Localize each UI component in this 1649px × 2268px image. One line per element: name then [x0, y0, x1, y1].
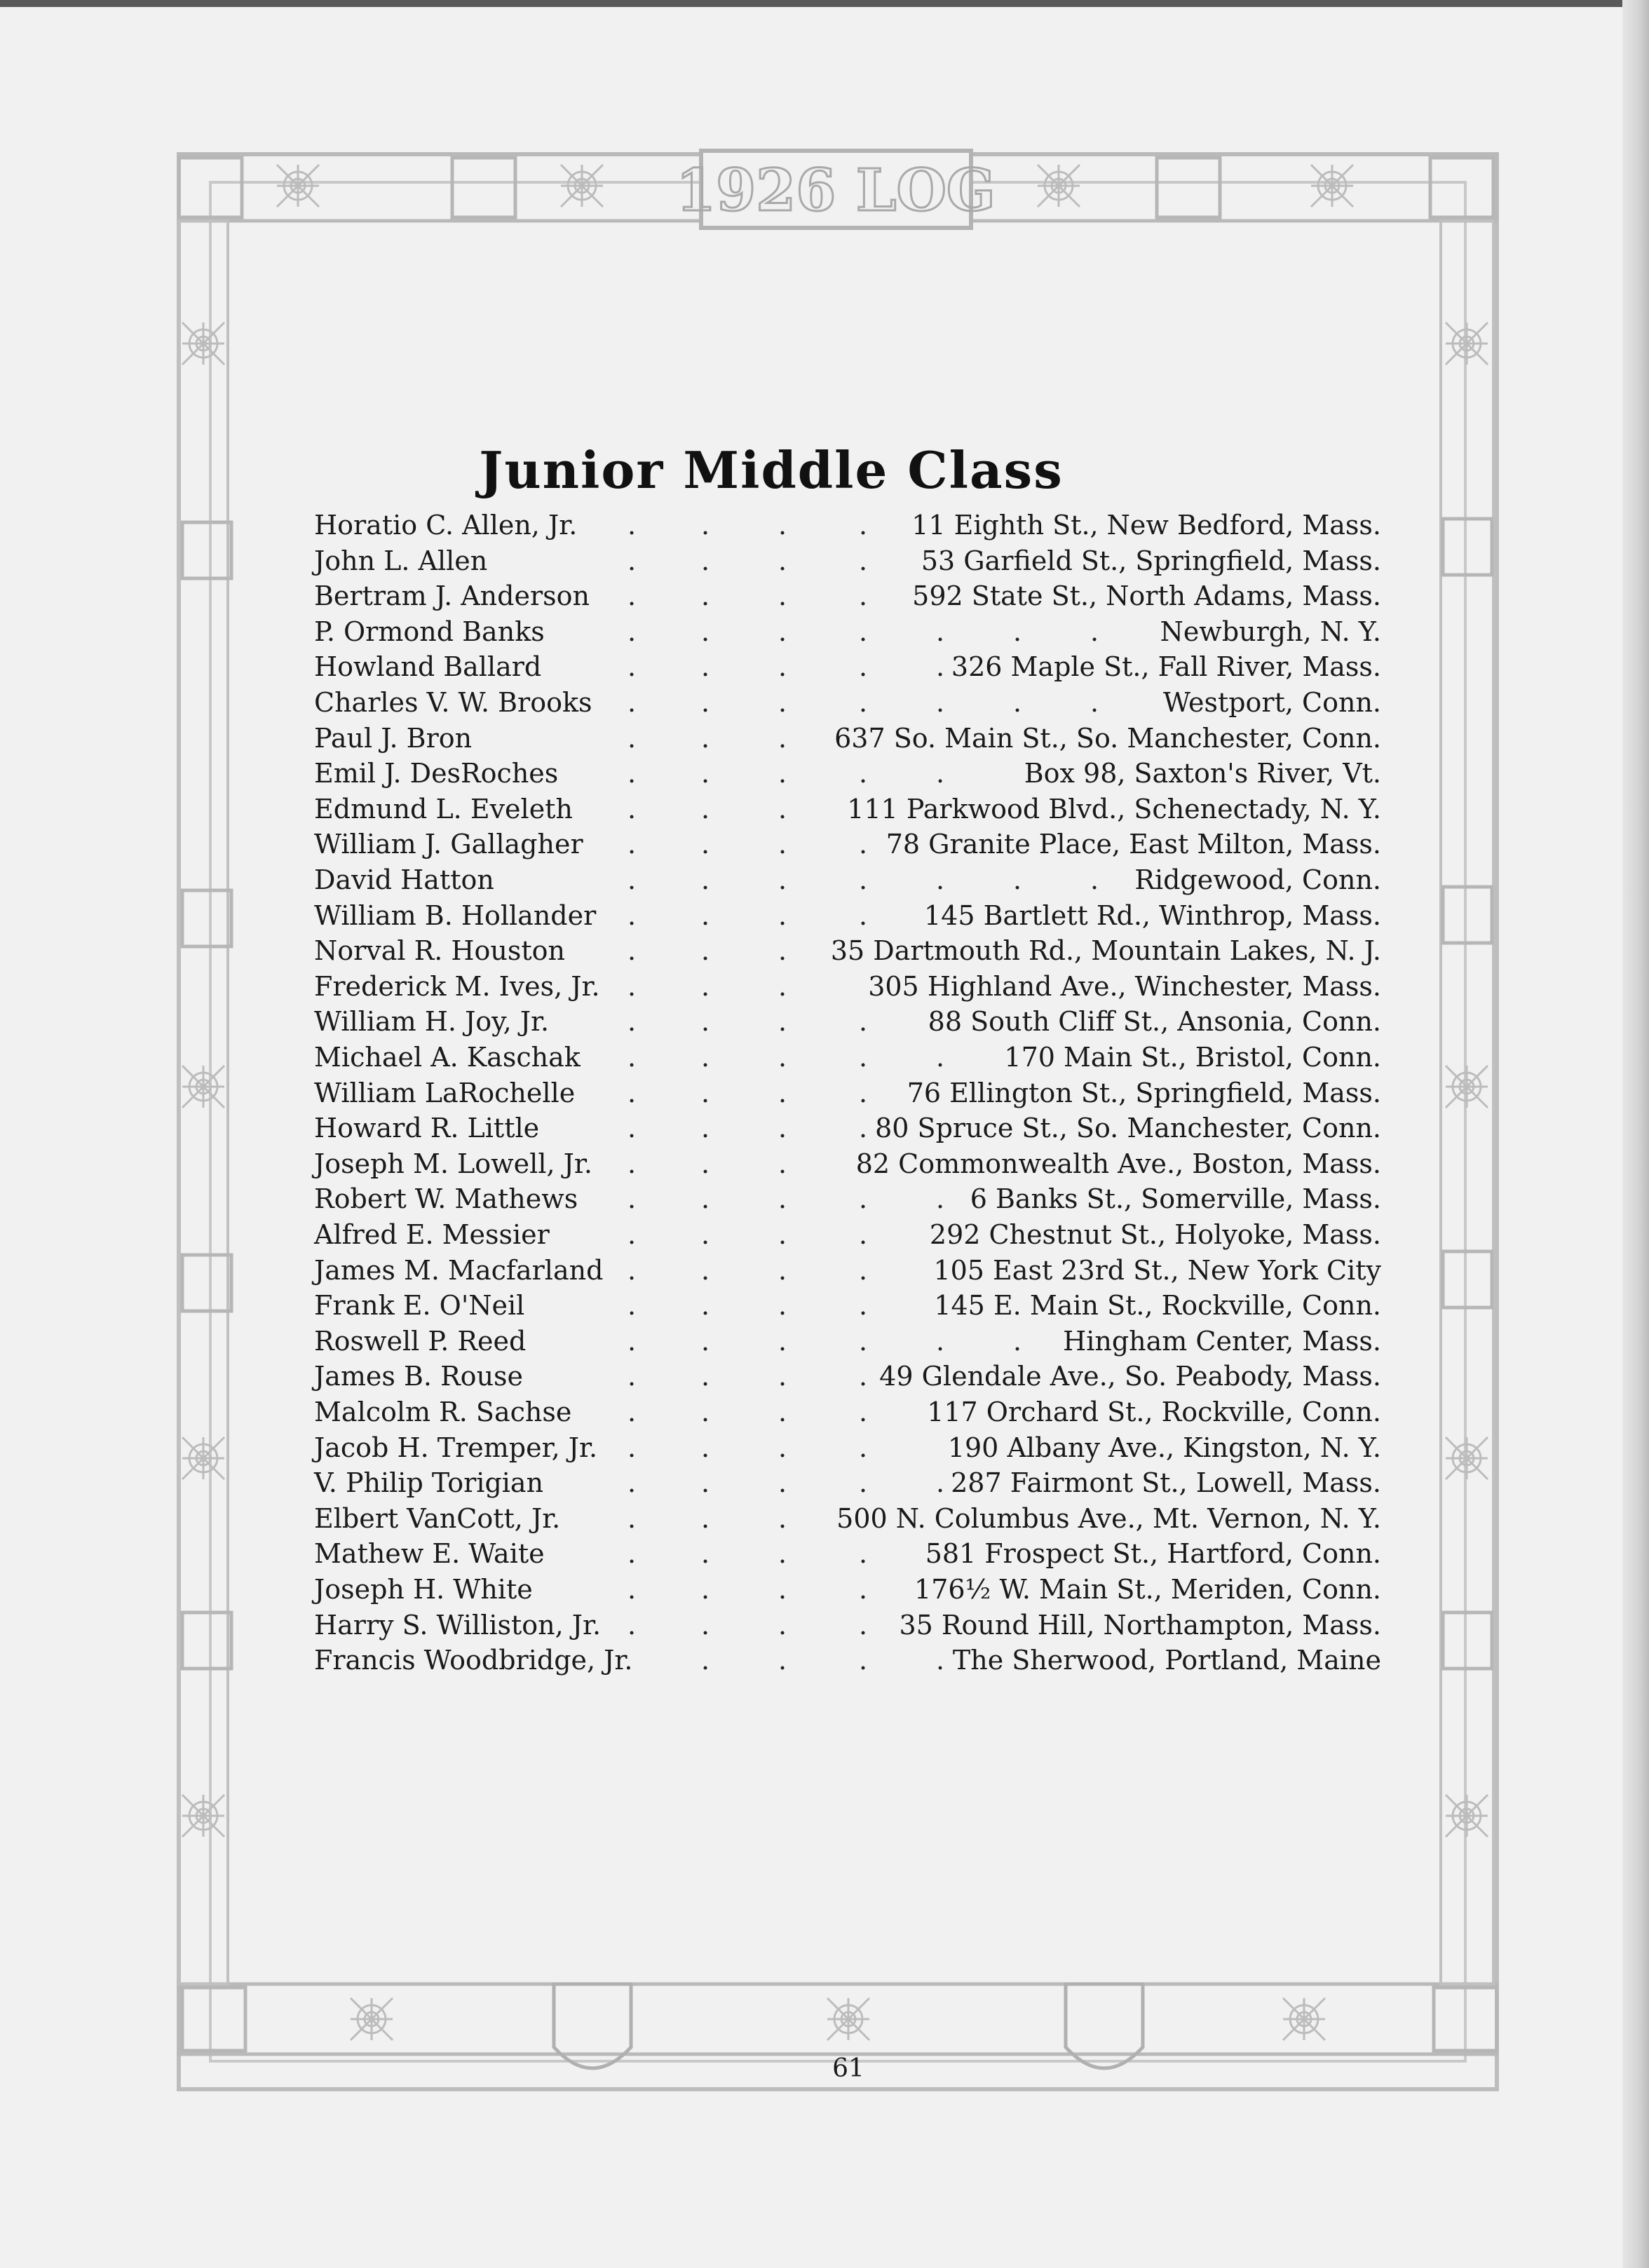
- leader-dot: .: [936, 1325, 945, 1357]
- leader-dot: .: [627, 1042, 637, 1073]
- leader-dot: .: [1013, 864, 1022, 895]
- student-address: 287 Fairmont St., Lowell, Mass.: [951, 1467, 1381, 1499]
- leader-dot: .: [859, 829, 868, 860]
- leader-dot: .: [627, 758, 637, 789]
- student-address: 117 Orchard St., Rockville, Conn.: [927, 1397, 1381, 1427]
- leader-dot: .: [627, 616, 637, 647]
- leader-dot: .: [778, 1502, 787, 1534]
- roster-row: [0, 756, 1649, 791]
- leader-dot: .: [859, 1290, 868, 1322]
- leader-dot: .: [859, 1077, 868, 1108]
- leader-dot: .: [778, 1645, 787, 1676]
- roster-row: [0, 933, 1649, 968]
- roster-row: [0, 1572, 1649, 1607]
- leader-dot: .: [778, 1574, 787, 1605]
- leader-dot: .: [701, 758, 710, 789]
- leader-dot: .: [627, 651, 637, 683]
- leader-dot: .: [627, 899, 637, 931]
- roster-row: [0, 1536, 1649, 1571]
- leader-dot: .: [778, 1042, 787, 1073]
- leader-dot: .: [778, 1254, 787, 1286]
- leader-dot: .: [701, 1645, 710, 1676]
- leader-dot: .: [627, 510, 637, 541]
- leader-dot: .: [936, 616, 945, 647]
- student-name: William B. Hollander: [314, 899, 597, 931]
- leader-dot: .: [859, 1113, 868, 1144]
- student-name: Joseph H. White: [314, 1574, 533, 1605]
- student-address: 78 Granite Place, East Milton, Mass.: [885, 829, 1381, 860]
- leader-dot: .: [778, 1113, 787, 1144]
- student-address: 145 E. Main St., Rockville, Conn.: [934, 1290, 1381, 1322]
- leader-dot: .: [627, 829, 637, 860]
- leader-dot: .: [859, 1183, 868, 1215]
- leader-dot: .: [859, 687, 868, 718]
- leader-dot: .: [627, 545, 637, 576]
- leader-dot: .: [701, 1325, 710, 1357]
- leader-dot: .: [859, 1254, 868, 1286]
- leader-dot: .: [1013, 616, 1022, 647]
- student-name: Norval R. Houston: [314, 935, 566, 967]
- student-address: 82 Commonwealth Ave., Boston, Mass.: [855, 1148, 1381, 1179]
- roster-row: [0, 1608, 1649, 1643]
- student-address: 76 Ellington St., Springfield, Mass.: [907, 1077, 1381, 1108]
- student-address: Westport, Conn.: [1163, 687, 1381, 718]
- leader-dot: .: [778, 1397, 787, 1427]
- student-address: 170 Main St., Bristol, Conn.: [1004, 1042, 1381, 1073]
- roster-row: [0, 1040, 1649, 1075]
- leader-dot: .: [1013, 1325, 1022, 1357]
- leader-dot: .: [627, 1574, 637, 1605]
- leader-dot: .: [936, 1183, 945, 1215]
- roster-row: [0, 1181, 1649, 1216]
- leader-dot: .: [936, 651, 945, 683]
- leader-dot: .: [778, 1361, 787, 1392]
- leader-dot: .: [627, 687, 637, 718]
- page-title: Junior Middle Class: [479, 440, 1064, 500]
- roster-row: [0, 862, 1649, 897]
- leader-dot: .: [701, 1467, 710, 1499]
- roster-row: [0, 1643, 1649, 1678]
- leader-dot: .: [701, 687, 710, 718]
- banner-text: 1926 LOG: [676, 157, 996, 224]
- student-name: Alfred E. Messier: [314, 1219, 550, 1250]
- student-address: 326 Maple St., Fall River, Mass.: [951, 651, 1381, 683]
- leader-dot: .: [701, 1006, 710, 1038]
- student-name: William J. Gallagher: [314, 829, 583, 860]
- student-address: Newburgh, N. Y.: [1160, 616, 1381, 647]
- student-address: 145 Bartlett Rd., Winthrop, Mass.: [924, 899, 1381, 931]
- leader-dot: .: [859, 1397, 868, 1427]
- student-name: Francis Woodbridge, Jr.: [314, 1645, 633, 1676]
- roster-row: [0, 1111, 1649, 1146]
- student-name: Robert W. Mathews: [314, 1183, 578, 1215]
- student-address: Ridgewood, Conn.: [1134, 864, 1381, 895]
- leader-dot: .: [936, 1467, 945, 1499]
- leader-dot: .: [627, 1502, 637, 1534]
- leader-dot: .: [778, 1290, 787, 1322]
- leader-dot: .: [701, 1042, 710, 1073]
- leader-dot: .: [701, 970, 710, 1002]
- student-address: 35 Round Hill, Northampton, Mass.: [899, 1609, 1381, 1641]
- roster-row: [0, 969, 1649, 1004]
- leader-dot: .: [936, 687, 945, 718]
- leader-dot: .: [778, 935, 787, 967]
- student-name: Edmund L. Eveleth: [314, 793, 573, 824]
- leader-dot: .: [701, 864, 710, 895]
- leader-dot: .: [859, 651, 868, 683]
- leader-dot: .: [778, 1467, 787, 1499]
- leader-dot: .: [701, 722, 710, 754]
- leader-dot: .: [627, 1219, 637, 1250]
- leader-dot: .: [1090, 616, 1099, 647]
- leader-dot: .: [701, 1077, 710, 1108]
- leader-dot: .: [778, 1006, 787, 1038]
- leader-dot: .: [627, 1183, 637, 1215]
- student-name: Frederick M. Ives, Jr.: [314, 970, 600, 1002]
- student-name: P. Ormond Banks: [314, 616, 545, 647]
- leader-dot: .: [1013, 687, 1022, 718]
- leader-dot: .: [778, 1219, 787, 1250]
- leader-dot: .: [859, 510, 868, 541]
- leader-dot: .: [627, 1432, 637, 1463]
- student-name: Paul J. Bron: [314, 722, 473, 754]
- leader-dot: .: [627, 1148, 637, 1179]
- leader-dot: .: [859, 616, 868, 647]
- leader-dot: .: [859, 1042, 868, 1073]
- leader-dot: .: [859, 580, 868, 612]
- student-name: Howland Ballard: [314, 651, 542, 683]
- student-address: Hingham Center, Mass.: [1063, 1325, 1381, 1357]
- leader-dot: .: [627, 1609, 637, 1641]
- student-address: 581 Frospect St., Hartford, Conn.: [925, 1538, 1381, 1570]
- student-address: 35 Dartmouth Rd., Mountain Lakes, N. J.: [830, 935, 1381, 967]
- leader-dot: .: [701, 935, 710, 967]
- student-address: 637 So. Main St., So. Manchester, Conn.: [834, 722, 1381, 754]
- leader-dot: .: [859, 758, 868, 789]
- student-name: Michael A. Kaschak: [314, 1042, 581, 1073]
- student-address: 49 Glendale Ave., So. Peabody, Mass.: [879, 1361, 1381, 1392]
- leader-dot: .: [778, 899, 787, 931]
- student-address: 592 State St., North Adams, Mass.: [912, 580, 1381, 612]
- roster-row: [0, 508, 1649, 543]
- student-name: William LaRochelle: [314, 1077, 576, 1108]
- student-name: Howard R. Little: [314, 1113, 540, 1144]
- student-name: Frank E. O'Neil: [314, 1290, 525, 1322]
- leader-dot: .: [778, 616, 787, 647]
- student-name: Emil J. DesRoches: [314, 758, 559, 789]
- student-name: David Hatton: [314, 864, 494, 895]
- leader-dot: .: [701, 580, 710, 612]
- student-name: John L. Allen: [314, 545, 488, 576]
- leader-dot: .: [859, 1361, 868, 1392]
- leader-dot: .: [778, 1432, 787, 1463]
- leader-dot: .: [859, 899, 868, 931]
- leader-dot: .: [701, 1290, 710, 1322]
- leader-dot: .: [778, 1183, 787, 1215]
- leader-dot: .: [778, 580, 787, 612]
- leader-dot: .: [701, 1183, 710, 1215]
- roster-row: [0, 827, 1649, 862]
- leader-dot: .: [627, 793, 637, 824]
- student-address: 105 East 23rd St., New York City: [933, 1254, 1381, 1286]
- leader-dot: .: [778, 1538, 787, 1570]
- roster-row: [0, 1501, 1649, 1536]
- leader-dot: .: [936, 758, 945, 789]
- student-address: 88 South Cliff St., Ansonia, Conn.: [928, 1006, 1381, 1038]
- roster-row: [0, 1288, 1649, 1323]
- leader-dot: .: [859, 1574, 868, 1605]
- student-name: Roswell P. Reed: [314, 1325, 527, 1357]
- leader-dot: .: [778, 1077, 787, 1108]
- leader-dot: .: [859, 1609, 868, 1641]
- leader-dot: .: [701, 1502, 710, 1534]
- leader-dot: .: [859, 864, 868, 895]
- leader-dot: .: [627, 1006, 637, 1038]
- student-address: 80 Spruce St., So. Manchester, Conn.: [875, 1113, 1381, 1144]
- leader-dot: .: [701, 829, 710, 860]
- student-address: 292 Chestnut St., Holyoke, Mass.: [929, 1219, 1381, 1250]
- leader-dot: .: [778, 970, 787, 1002]
- student-address: 190 Albany Ave., Kingston, N. Y.: [947, 1432, 1381, 1463]
- leader-dot: .: [859, 1432, 868, 1463]
- student-address: 500 N. Columbus Ave., Mt. Vernon, N. Y.: [836, 1502, 1381, 1534]
- roster-row: [0, 1465, 1649, 1500]
- roster-row: [0, 1359, 1649, 1394]
- page-number: 61: [832, 2054, 864, 2083]
- leader-dot: .: [701, 1254, 710, 1286]
- student-address: 111 Parkwood Blvd., Schenectady, N. Y.: [847, 793, 1381, 824]
- leader-dot: .: [701, 1113, 710, 1144]
- roster-row: [0, 1146, 1649, 1181]
- roster-row: [0, 1004, 1649, 1039]
- leader-dot: .: [1090, 864, 1099, 895]
- student-address: 53 Garfield St., Springfield, Mass.: [921, 545, 1381, 576]
- leader-dot: .: [778, 758, 787, 789]
- leader-dot: .: [1090, 687, 1099, 718]
- leader-dot: .: [701, 1574, 710, 1605]
- leader-dot: .: [778, 793, 787, 824]
- leader-dot: .: [778, 864, 787, 895]
- leader-dot: .: [778, 1148, 787, 1179]
- student-name: Jacob H. Tremper, Jr.: [314, 1432, 598, 1463]
- leader-dot: .: [701, 616, 710, 647]
- leader-dot: .: [859, 1467, 868, 1499]
- leader-dot: .: [627, 1290, 637, 1322]
- leader-dot: .: [936, 864, 945, 895]
- student-name: William H. Joy, Jr.: [314, 1006, 550, 1038]
- student-name: Harry S. Williston, Jr.: [314, 1609, 602, 1641]
- roster-row: [0, 543, 1649, 578]
- leader-dot: .: [936, 1645, 945, 1676]
- student-address: 6 Banks St., Somerville, Mass.: [970, 1183, 1381, 1215]
- leader-dot: .: [701, 510, 710, 541]
- student-name: Charles V. W. Brooks: [314, 687, 592, 718]
- roster-row: [0, 1324, 1649, 1359]
- student-address: The Sherwood, Portland, Maine: [952, 1645, 1381, 1676]
- roster-row: [0, 792, 1649, 827]
- leader-dot: .: [627, 580, 637, 612]
- student-name: Horatio C. Allen, Jr.: [314, 510, 578, 541]
- roster-row: [0, 685, 1649, 720]
- leader-dot: .: [778, 687, 787, 718]
- leader-dot: .: [859, 1538, 868, 1570]
- roster-row: [0, 1253, 1649, 1288]
- leader-dot: .: [627, 970, 637, 1002]
- leader-dot: .: [859, 1325, 868, 1357]
- roster-row: [0, 1217, 1649, 1252]
- student-name: V. Philip Torigian: [314, 1467, 544, 1499]
- leader-dot: .: [627, 1538, 637, 1570]
- leader-dot: .: [627, 1077, 637, 1108]
- leader-dot: .: [627, 1254, 637, 1286]
- leader-dot: .: [701, 651, 710, 683]
- roster-row: [0, 721, 1649, 756]
- leader-dot: .: [701, 1148, 710, 1179]
- student-name: Malcolm R. Sachse: [314, 1397, 572, 1427]
- leader-dot: .: [701, 545, 710, 576]
- leader-dot: .: [627, 1113, 637, 1144]
- leader-dot: .: [778, 829, 787, 860]
- leader-dot: .: [859, 1006, 868, 1038]
- student-address: 11 Eighth St., New Bedford, Mass.: [911, 510, 1381, 541]
- leader-dot: .: [778, 545, 787, 576]
- student-name: Joseph M. Lowell, Jr.: [314, 1148, 592, 1179]
- leader-dot: .: [627, 1361, 637, 1392]
- student-name: Mathew E. Waite: [314, 1538, 545, 1570]
- student-address: Box 98, Saxton's River, Vt.: [1024, 758, 1381, 789]
- leader-dot: .: [936, 1042, 945, 1073]
- leader-dot: .: [701, 899, 710, 931]
- student-name: James M. Macfarland: [314, 1254, 604, 1286]
- leader-dot: .: [701, 793, 710, 824]
- leader-dot: .: [627, 1397, 637, 1427]
- leader-dot: .: [627, 935, 637, 967]
- roster-row: [0, 614, 1649, 649]
- roster-row: [0, 578, 1649, 613]
- roster-row: [0, 1430, 1649, 1465]
- student-name: Bertram J. Anderson: [314, 580, 590, 612]
- roster-row: [0, 649, 1649, 684]
- student-address: 305 Highland Ave., Winchester, Mass.: [868, 970, 1381, 1002]
- leader-dot: .: [701, 1609, 710, 1641]
- student-name: James B. Rouse: [314, 1361, 524, 1392]
- roster-row: [0, 898, 1649, 933]
- leader-dot: .: [859, 1219, 868, 1250]
- leader-dot: .: [627, 722, 637, 754]
- leader-dot: .: [701, 1538, 710, 1570]
- roster-row: [0, 1394, 1649, 1430]
- leader-dot: .: [701, 1432, 710, 1463]
- leader-dot: .: [778, 1325, 787, 1357]
- leader-dot: .: [778, 1609, 787, 1641]
- roster-row: [0, 1075, 1649, 1111]
- leader-dot: .: [627, 1325, 637, 1357]
- leader-dot: .: [701, 1361, 710, 1392]
- leader-dot: .: [778, 722, 787, 754]
- leader-dot: .: [778, 510, 787, 541]
- leader-dot: .: [627, 864, 637, 895]
- leader-dot: .: [701, 1397, 710, 1427]
- leader-dot: .: [859, 545, 868, 576]
- leader-dot: .: [627, 1467, 637, 1499]
- leader-dot: .: [859, 1645, 868, 1676]
- student-address: 176½ W. Main St., Meriden, Conn.: [914, 1574, 1381, 1605]
- student-name: Elbert VanCott, Jr.: [314, 1502, 561, 1534]
- leader-dot: .: [778, 651, 787, 683]
- leader-dot: .: [701, 1219, 710, 1250]
